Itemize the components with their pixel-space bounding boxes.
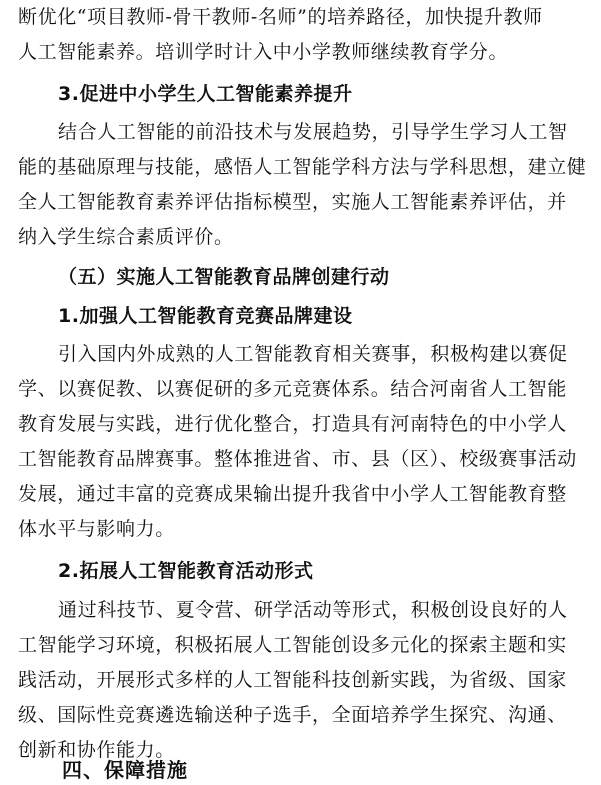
paragraph-line: 结合人工智能的前沿技术与发展趋势，引导学生学习人工智 (58, 121, 568, 143)
subsection-heading: 1.加强人工智能教育竞赛品牌建设 (58, 305, 353, 327)
paragraph-line: 人工智能素养。培训学时计入中小学教师继续教育学分。 (18, 41, 509, 63)
paragraph-line: 全人工智能教育素养评估指标模型，实施人工智能素养评估，并 (18, 191, 567, 213)
paragraph-line: 通过科技节、夏令营、研学活动等形式，积极创设良好的人 (58, 599, 568, 621)
subsection-heading: 2.拓展人工智能教育活动形式 (58, 560, 314, 582)
paragraph-line: 引入国内外成熟的人工智能教育相关赛事，积极构建以赛促 (58, 343, 568, 365)
paragraph-line: 发展，通过丰富的竞赛成果输出提升我省中小学人工智能教育整 (18, 483, 567, 505)
paragraph-line: 创新和协作能力。 (18, 739, 175, 761)
section-heading: （五）实施人工智能教育品牌创建行动 (58, 266, 390, 288)
paragraph-line: 学、以赛促教、以赛促研的多元竞赛体系。结合河南省人工智能 (18, 378, 567, 400)
paragraph-line: 级、国际性竞赛遴选输送种子选手，全面培养学生探究、沟通、 (18, 704, 567, 726)
paragraph-line: 教育发展与实践，进行优化整合，打造具有河南特色的中小学人 (18, 413, 567, 435)
subsection-heading: 3.促进中小学生人工智能素养提升 (58, 83, 353, 105)
paragraph-line: 践活动，开展形式多样的人工智能科技创新实践，为省级、国家 (18, 669, 567, 691)
paragraph-line: 断优化“项目教师-骨干教师-名师”的培养路径，加快提升教师 (18, 6, 543, 28)
chapter-heading: 四、保障措施 (62, 758, 188, 782)
paragraph-line: 纳入学生综合素质评价。 (18, 226, 234, 248)
paragraph-line: 体水平与影响力。 (18, 518, 175, 540)
paragraph-line: 工智能学习环境，积极拓展人工智能创设多元化的探索主题和实 (18, 634, 567, 656)
paragraph-line: 能的基础原理与技能，感悟人工智能学科方法与学科思想，建立健 (18, 156, 587, 178)
paragraph-line: 工智能教育品牌赛事。整体推进省、市、县（区）、校级赛事活动 (18, 448, 577, 470)
